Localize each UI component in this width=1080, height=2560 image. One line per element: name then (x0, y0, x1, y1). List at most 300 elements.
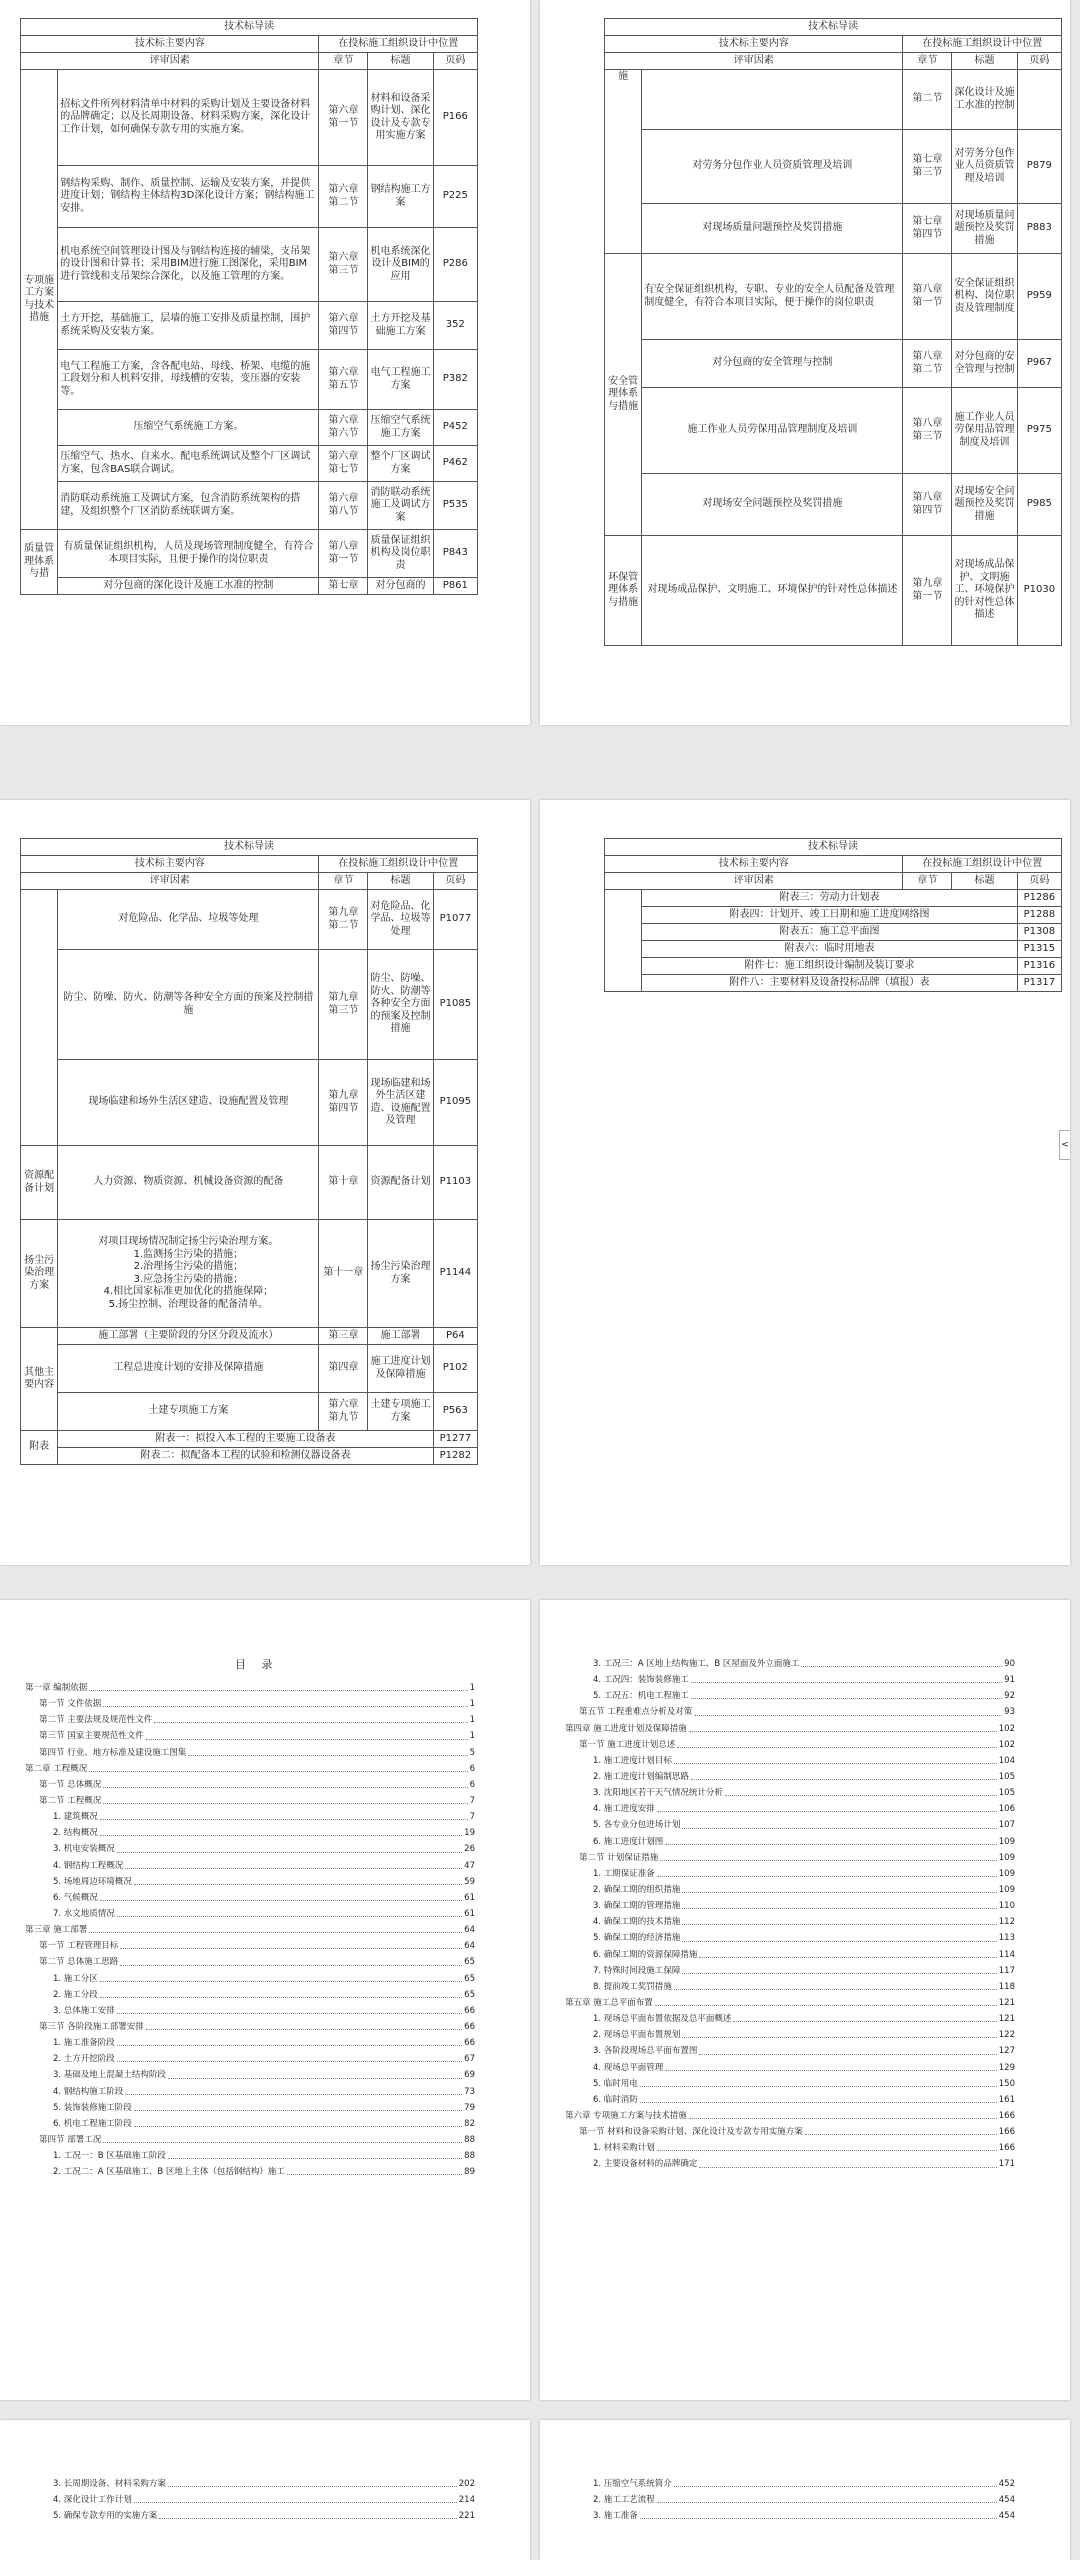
row-page: P166 (433, 70, 477, 166)
page-scroll-tab[interactable]: < (1059, 1130, 1070, 1160)
row-title: 现场临建和场外生活区建造、设施配置及管理 (368, 1060, 433, 1146)
toc-entry[interactable] (565, 2508, 1015, 2524)
toc-leader-dots (691, 1672, 1002, 1683)
toc-entry[interactable] (25, 1987, 475, 2003)
row-chapter: 第六章 第四节 (319, 302, 368, 350)
toc-entry-title: 2. 施工工艺流程 (593, 2495, 655, 2506)
toc-leader-dots (117, 2035, 462, 2046)
toc-entry[interactable] (25, 1890, 475, 1906)
toc-leader-dots (125, 1858, 462, 1869)
row-page: P225 (433, 166, 477, 228)
row-title: 对现场质量问题预控及奖罚措施 (952, 204, 1017, 254)
row-title: 土方开挖及基础施工方案 (368, 302, 433, 350)
document-page-7 (0, 2420, 530, 2560)
toc-entry[interactable] (25, 1777, 475, 1793)
header-main-content: 技术标主要内容 (605, 36, 903, 53)
toc-entry-title: 第二节 计划保证措施 (579, 1852, 659, 1863)
row-content (642, 70, 903, 130)
row-page: P452 (433, 410, 477, 446)
toc-leader-dots (103, 1777, 467, 1788)
toc-entry[interactable] (25, 2019, 475, 2035)
toc-entry-title: 6. 临时消防 (593, 2094, 638, 2105)
toc-leader-dots (159, 2508, 456, 2519)
toc-leader-dots (694, 1704, 1002, 1715)
toc-entry-title: 5. 场地周边环境概况 (53, 1876, 132, 1887)
row-page: P843 (433, 530, 477, 578)
toc-entry-title: 第一节 施工进度计划总述 (579, 1739, 676, 1750)
row-page: P959 (1017, 254, 1061, 340)
toc-entry-title: 3. 沈阳地区若干天气情况统计分析 (593, 1788, 723, 1799)
toc-entry[interactable] (565, 1737, 1015, 1753)
toc-entry-title: 2. 土方开挖阶段 (53, 2054, 115, 2065)
toc-entry-page: 121 (998, 1997, 1015, 2008)
row-chapter: 第十一章 (319, 1220, 368, 1328)
toc-leader-dots (120, 1938, 462, 1949)
row-content: 人力资源、物质资源、机械设备资源的配备 (58, 1146, 319, 1220)
toc-entry[interactable] (565, 2140, 1015, 2156)
toc-entry-page: 102 (998, 1723, 1015, 1734)
toc-leader-dots (125, 2084, 462, 2095)
header-chapter: 章节 (903, 53, 952, 70)
row-chapter: 第八章 第一节 (319, 530, 368, 578)
toc-leader-dots (682, 1963, 996, 1974)
toc-entry[interactable] (25, 1712, 475, 1728)
toc-leader-dots (674, 1753, 997, 1764)
toc-entry-page: 66 (464, 2005, 475, 2016)
toc-entry-title: 第一节 文件依据 (39, 1699, 102, 1710)
row-chapter: 第六章 第七节 (319, 446, 368, 482)
row-content: 附表六：临时用地表 (642, 941, 1017, 958)
toc-entry-page: 122 (998, 2030, 1015, 2041)
toc-leader-dots (134, 2492, 457, 2503)
toc-entry[interactable] (25, 2051, 475, 2067)
toc-entry-page: 104 (998, 1755, 1015, 1766)
toc-entry[interactable] (565, 2492, 1015, 2508)
toc-entry[interactable] (25, 2100, 475, 2116)
toc-leader-dots (103, 1696, 467, 1707)
row-title: 对危险品、化学品、垃圾等处理 (368, 890, 433, 950)
row-title: 土建专项施工方案 (368, 1393, 433, 1431)
toc-entry-title: 第三节 各阶段施工部署安排 (39, 2021, 144, 2032)
toc-entry[interactable] (25, 1922, 475, 1938)
toc-entry-page: 202 (458, 2479, 475, 2489)
row-content: 附表四：计划开、竣工日期和施工进度网络图 (642, 907, 1017, 924)
row-chapter: 第七章 (319, 578, 368, 595)
header-factor: 评审因素 (21, 873, 319, 890)
toc-entry[interactable] (25, 1728, 475, 1744)
toc-leader-dots (100, 1987, 462, 1998)
toc-entry-title: 4. 深化设计工作计划 (53, 2495, 132, 2506)
row-content: 压缩空气、热水、自来水、配电系统调试及整个厂区调试方案，包含BAS联合调试。 (58, 446, 319, 482)
row-chapter: 第八章 第四节 (903, 474, 952, 536)
table-title: 技术标导读 (21, 839, 478, 856)
row-title: 质量保证组织机构及岗位职责 (368, 530, 433, 578)
toc-entry-page: 79 (464, 2102, 475, 2113)
toc-list-right (565, 1656, 1015, 2173)
toc-entry-title: 3. 长周期设备、材料采购方案 (53, 2479, 166, 2489)
row-page: P879 (1017, 130, 1061, 204)
toc-entry-title: 3. 机电安装概况 (53, 1844, 115, 1855)
toc-entry[interactable] (565, 1963, 1015, 1979)
toc-entry-page: 69 (464, 2070, 475, 2081)
toc-entry-title: 5. 各专业分包进场计划 (593, 1820, 681, 1831)
row-title: 机电系统深化设计及BIM的应用 (368, 228, 433, 302)
toc-entry[interactable] (25, 2067, 475, 2083)
toc-entry-page: 109 (998, 1868, 1015, 1879)
toc-entry-title: 1. 建筑概况 (53, 1812, 98, 1823)
toc-entry[interactable] (25, 1841, 475, 1857)
toc-leader-dots (689, 1721, 997, 1732)
toc-list-bottom-left (25, 2476, 475, 2524)
toc-leader-dots (146, 1728, 468, 1739)
toc-entry-title: 3. 工况三：A 区地上结构施工、B 区屋面及外立面施工 (593, 1659, 800, 1669)
toc-entry[interactable] (25, 1971, 475, 1987)
toc-entry[interactable] (25, 1761, 475, 1777)
toc-entry[interactable] (565, 1769, 1015, 1785)
toc-entry[interactable] (25, 2508, 475, 2524)
toc-entry-page: 1 (469, 1699, 475, 1710)
toc-entry-title: 7. 特殊时间段施工保障 (593, 1965, 681, 1976)
toc-entry[interactable] (25, 1809, 475, 1825)
toc-entry-title: 6. 确保工期的资源保障措施 (593, 1949, 698, 1960)
row-content: 对危险品、化学品、垃圾等处理 (58, 890, 319, 950)
toc-entry[interactable] (565, 1721, 1015, 1737)
toc-entry[interactable] (25, 1793, 475, 1809)
row-content: 土方开挖，基础施工，层墙的施工安排及质量控制，围护系统采购及安装方案。 (58, 302, 319, 350)
toc-entry[interactable] (565, 2108, 1015, 2124)
toc-entry[interactable] (565, 1930, 1015, 1946)
toc-entry-page: 6 (469, 1763, 475, 1774)
toc-entry[interactable] (25, 2084, 475, 2100)
toc-entry-title: 4. 施工进度安排 (593, 1804, 655, 1815)
toc-entry[interactable] (25, 2148, 475, 2164)
toc-entry[interactable] (565, 1995, 1015, 2011)
row-content: 对项目现场情况制定扬尘污染治理方案。 1.监测扬尘污染的措施； 2.治理扬尘污染的措施； 3.应急扬尘污染的措施； 4.相比国家标准更加优化的措施保障； 5.扬尘控制、治理设备的配备清单。 (58, 1220, 319, 1328)
toc-list-left (25, 1680, 475, 2180)
toc-entry-title: 2. 工况二：A 区基础施工、B 区地上主体（包括钢结构）施工 (53, 2167, 285, 2178)
row-chapter: 第十章 (319, 1146, 368, 1220)
toc-entry-title: 1. 施工进度计划目标 (593, 1755, 672, 1766)
toc-entry[interactable] (565, 2092, 1015, 2108)
toc-leader-dots (103, 2132, 462, 2143)
group-label: 专项施工方案与技术措施 (21, 70, 58, 530)
toc-entry-title: 6. 机电工程施工阶段 (53, 2118, 132, 2129)
row-content: 施工部署（主要阶段的分区分段及流水） (58, 1328, 319, 1345)
row-content: 招标文件所列材料清单中材料的采购计划及主要设备材料的品牌确定；以及长周期设备、材料采购方案，深化设计工作计划，如何确保专款专用的实施方案。 (58, 70, 319, 166)
toc-entry[interactable] (565, 2156, 1015, 2172)
toc-entry[interactable] (25, 1906, 475, 1922)
toc-entry[interactable] (565, 1898, 1015, 1914)
toc-entry[interactable] (25, 1825, 475, 1841)
toc-entry-title: 4. 确保工期的技术措施 (593, 1917, 681, 1928)
row-page: P535 (433, 482, 477, 530)
toc-leader-dots (168, 2067, 462, 2078)
toc-entry[interactable] (565, 2060, 1015, 2076)
toc-entry[interactable] (565, 1979, 1015, 1995)
toc-entry-title: 第三章 施工部署 (25, 1925, 88, 1936)
toc-entry[interactable] (565, 1801, 1015, 1817)
toc-entry[interactable] (565, 1817, 1015, 1833)
toc-leader-dots (682, 1882, 996, 1893)
toc-entry[interactable] (565, 2124, 1015, 2140)
document-page-2 (540, 0, 1070, 725)
row-page: P1095 (433, 1060, 477, 1146)
header-chapter: 章节 (319, 873, 368, 890)
toc-leader-dots (699, 1947, 996, 1958)
toc-entry[interactable] (565, 1914, 1015, 1930)
row-content: 附表五：施工总平面图 (642, 924, 1017, 941)
toc-entry[interactable] (25, 1696, 475, 1712)
header-page: 页码 (1017, 53, 1061, 70)
toc-entry[interactable] (25, 1680, 475, 1696)
toc-entry-page: 105 (998, 1771, 1015, 1782)
toc-entry-title: 6. 施工进度计划图 (593, 1836, 664, 1847)
toc-entry[interactable] (565, 1866, 1015, 1882)
toc-entry-page: 1 (469, 1683, 475, 1693)
row-page: 352 (433, 302, 477, 350)
toc-entry-page: 88 (464, 2134, 475, 2145)
toc-entry-page: 150 (998, 2078, 1015, 2089)
row-title: 钢结构施工方案 (368, 166, 433, 228)
row-page: P1288 (1017, 907, 1061, 924)
row-chapter: 第三章 (319, 1328, 368, 1345)
toc-entry[interactable] (565, 1672, 1015, 1688)
toc-title: 目 录 (235, 1658, 279, 1671)
toc-leader-dots (134, 2100, 462, 2111)
table-title: 技术标导读 (605, 19, 1062, 36)
row-content: 附件七：施工组织设计编制及装订要求 (642, 958, 1017, 975)
toc-entry[interactable] (565, 2043, 1015, 2059)
toc-entry[interactable] (565, 1785, 1015, 1801)
toc-entry[interactable] (25, 1874, 475, 1890)
toc-entry[interactable] (565, 1850, 1015, 1866)
toc-entry-title: 7. 水文地质情况 (53, 1908, 115, 1919)
group-label: 质量管理体系与措 (21, 530, 58, 595)
toc-entry[interactable] (565, 1704, 1015, 1720)
toc-entry-page: 110 (998, 1901, 1015, 1912)
toc-entry-page: 64 (464, 1925, 475, 1936)
toc-entry[interactable] (25, 2003, 475, 2019)
header-title: 标题 (368, 873, 433, 890)
toc-entry[interactable] (25, 2116, 475, 2132)
toc-entry-page: 221 (458, 2511, 475, 2522)
toc-entry-title: 3. 确保工期的管理措施 (593, 1901, 681, 1912)
row-content: 附表二：拟配备本工程的试验和检测仪器设备表 (58, 1448, 433, 1465)
toc-entry[interactable] (565, 1656, 1015, 1672)
toc-entry-title: 3. 基础及地上混凝土结构阶段 (53, 2070, 166, 2081)
toc-leader-dots (89, 1680, 467, 1691)
header-title: 标题 (952, 53, 1017, 70)
row-content: 土建专项施工方案 (58, 1393, 319, 1431)
row-chapter: 第九章 第一节 (903, 536, 952, 646)
row-content: 有质量保证组织机构，人员及现场管理制度健全，有符合本项目实际，且便于操作的岗位职责 (58, 530, 319, 578)
toc-entry-title: 5. 装饰装修施工阶段 (53, 2102, 132, 2113)
toc-entry-page: 7 (469, 1795, 475, 1806)
toc-leader-dots (103, 1793, 467, 1804)
toc-leader-dots (134, 1874, 462, 1885)
row-chapter: 第六章 第一节 (319, 70, 368, 166)
toc-entry-page: 73 (464, 2086, 475, 2097)
toc-entry-page: 117 (998, 1965, 1015, 1976)
toc-entry-title: 第二节 总体施工思路 (39, 1957, 119, 1968)
row-chapter: 第六章 第八节 (319, 482, 368, 530)
header-factor: 评审因素 (605, 873, 903, 890)
toc-entry-title: 1. 材料采购计划 (593, 2143, 655, 2154)
toc-leader-dots (689, 2108, 997, 2119)
toc-entry-title: 3. 施工准备 (593, 2511, 638, 2522)
header-location: 在投标施工组织设计中位置 (903, 856, 1062, 873)
row-content: 电气工程施工方案，含各配电站、母线、桥架、电缆的施工段划分和人机料安排，母线槽的安装，变压器的安装等。 (58, 350, 319, 410)
toc-entry-title: 2. 现场总平面布置规划 (593, 2030, 681, 2041)
guide-table-4 (604, 838, 1062, 992)
toc-entry-title: 2. 结构概况 (53, 1828, 98, 1839)
row-page: P1316 (1017, 958, 1061, 975)
toc-entry-title: 第五章 施工总平面布置 (565, 1997, 653, 2008)
toc-entry[interactable] (25, 1858, 475, 1874)
toc-entry-title: 2. 施工进度计划编制思路 (593, 1771, 689, 1782)
toc-entry[interactable] (565, 2076, 1015, 2092)
table-title: 技术标导读 (605, 839, 1062, 856)
toc-entry[interactable] (565, 2011, 1015, 2027)
table-title: 技术标导读 (21, 19, 478, 36)
toc-entry-page: 65 (464, 1957, 475, 1968)
toc-entry[interactable] (25, 2164, 475, 2180)
toc-entry-page: 114 (998, 1949, 1015, 1960)
toc-entry-title: 第二章 工程概况 (25, 1763, 88, 1774)
toc-entry-page: 214 (458, 2495, 475, 2506)
toc-leader-dots (657, 2140, 997, 2151)
toc-entry-page: 107 (998, 1820, 1015, 1831)
toc-entry-page: 65 (464, 1989, 475, 2000)
document-page-5 (0, 1600, 530, 2400)
row-chapter: 第六章 第六节 (319, 410, 368, 446)
toc-entry[interactable] (565, 1947, 1015, 1963)
toc-entry-title: 第四节 行业、地方标准及建设施工图集 (39, 1747, 187, 1758)
header-main-content: 技术标主要内容 (21, 856, 319, 873)
toc-leader-dots (100, 1971, 462, 1982)
toc-entry-page: 7 (469, 1812, 475, 1823)
header-main-content: 技术标主要内容 (21, 36, 319, 53)
toc-entry[interactable] (565, 1753, 1015, 1769)
toc-entry-title: 2. 施工分段 (53, 1989, 98, 2000)
toc-entry[interactable] (565, 1882, 1015, 1898)
row-chapter: 第八章 第三节 (903, 388, 952, 474)
toc-entry[interactable] (25, 2132, 475, 2148)
toc-leader-dots (287, 2164, 462, 2175)
header-title: 标题 (368, 53, 433, 70)
toc-entry-title: 第一节 总体概况 (39, 1779, 102, 1790)
row-page: P64 (433, 1328, 477, 1345)
row-chapter: 第四章 (319, 1345, 368, 1393)
toc-entry-page: 82 (464, 2118, 475, 2129)
toc-entry-title: 第一节 材料和设备采购计划、深化设计及专款专用实施方案 (579, 2127, 803, 2138)
row-page: P382 (433, 350, 477, 410)
toc-leader-dots (117, 1906, 462, 1917)
toc-entry-page: 61 (464, 1908, 475, 1919)
toc-entry-page: 109 (998, 1836, 1015, 1847)
toc-entry-page: 1 (469, 1731, 475, 1742)
toc-entry-page: 64 (464, 1941, 475, 1952)
toc-leader-dots (657, 2492, 997, 2503)
toc-leader-dots (674, 2476, 997, 2487)
header-page: 页码 (433, 873, 477, 890)
toc-leader-dots (682, 1930, 996, 1941)
toc-leader-dots (168, 2476, 457, 2487)
toc-entry[interactable] (565, 2027, 1015, 2043)
toc-entry-title: 第一节 工程管理目标 (39, 1941, 119, 1952)
toc-entry-page: 102 (998, 1739, 1015, 1750)
row-chapter: 第九章 第二节 (319, 890, 368, 950)
row-chapter: 第七章 第三节 (903, 130, 952, 204)
toc-entry[interactable] (25, 1954, 475, 1970)
group-label-empty (21, 890, 58, 1146)
row-page: P462 (433, 446, 477, 482)
toc-entry-title: 第二节 工程概况 (39, 1795, 102, 1806)
row-page: P563 (433, 1393, 477, 1431)
toc-entry[interactable] (565, 2476, 1015, 2492)
toc-leader-dots (117, 2003, 462, 2014)
row-content: 有安全保证组织机构，专职、专业的安全人员配备及管理制度健全，有符合本项目实际，便于操作的岗位职责 (642, 254, 903, 340)
toc-list-bottom-right (565, 2476, 1015, 2524)
row-page: P1308 (1017, 924, 1061, 941)
toc-entry[interactable] (25, 2035, 475, 2051)
row-content: 机电系统空间管理设计图及与钢结构连接的辅梁，支吊架的设计图和计算书；采用BIM进行施工图深化，采用BIM进行管线和支吊架综合深化，以及施工管理的方案。 (58, 228, 319, 302)
row-content: 消防联动系统施工及调试方案，包含消防系统架构的搭建，及组织整个厂区消防系统联调方案。 (58, 482, 319, 530)
toc-leader-dots (640, 2092, 997, 2103)
toc-entry[interactable] (25, 2492, 475, 2508)
toc-entry[interactable] (565, 1688, 1015, 1704)
row-page: P1144 (433, 1220, 477, 1328)
toc-entry-title: 第三节 国家主要规范性文件 (39, 1731, 144, 1742)
toc-leader-dots (657, 1801, 997, 1812)
row-chapter: 第六章 第三节 (319, 228, 368, 302)
toc-entry-page: 5 (469, 1747, 475, 1758)
toc-entry-title: 1. 施工分区 (53, 1973, 98, 1984)
row-title: 消防联动系统施工及调试方案 (368, 482, 433, 530)
toc-entry-page: 92 (1004, 1691, 1015, 1702)
row-title: 对分包商的安全管理与控制 (952, 340, 1017, 388)
toc-leader-dots (682, 1914, 996, 1925)
row-title: 整个厂区调试方案 (368, 446, 433, 482)
row-page: P883 (1017, 204, 1061, 254)
row-title: 电气工程施工方案 (368, 350, 433, 410)
toc-entry-page: 65 (464, 1973, 475, 1984)
toc-entry-page: 105 (998, 1788, 1015, 1799)
row-chapter: 第二节 (903, 70, 952, 130)
toc-entry-page: 1 (469, 1715, 475, 1726)
toc-leader-dots (665, 1834, 996, 1845)
row-title: 对现场安全问题预控及奖罚措施 (952, 474, 1017, 536)
toc-entry[interactable] (25, 1745, 475, 1761)
toc-entry[interactable] (25, 2476, 475, 2492)
toc-entry-page: 91 (1004, 1675, 1015, 1686)
toc-entry-title: 第六章 专项施工方案与技术措施 (565, 2110, 687, 2121)
row-content: 压缩空气系统施工方案。 (58, 410, 319, 446)
row-content: 对现场成品保护、文明施工、环境保护的针对性总体描述 (642, 536, 903, 646)
row-content: 现场临建和场外生活区建造、设施配置及管理 (58, 1060, 319, 1146)
toc-entry-page: 127 (998, 2046, 1015, 2057)
toc-entry[interactable] (565, 1834, 1015, 1850)
toc-leader-dots (801, 1656, 1002, 1667)
row-content: 工程总进度计划的安排及保障措施 (58, 1345, 319, 1393)
toc-entry[interactable] (25, 1938, 475, 1954)
row-page: P1277 (433, 1431, 477, 1448)
toc-leader-dots (100, 1825, 462, 1836)
row-page: P1282 (433, 1448, 477, 1465)
toc-entry-page: 121 (998, 2014, 1015, 2025)
toc-leader-dots (100, 1890, 462, 1901)
toc-entry-title: 5. 临时用电 (593, 2078, 638, 2089)
